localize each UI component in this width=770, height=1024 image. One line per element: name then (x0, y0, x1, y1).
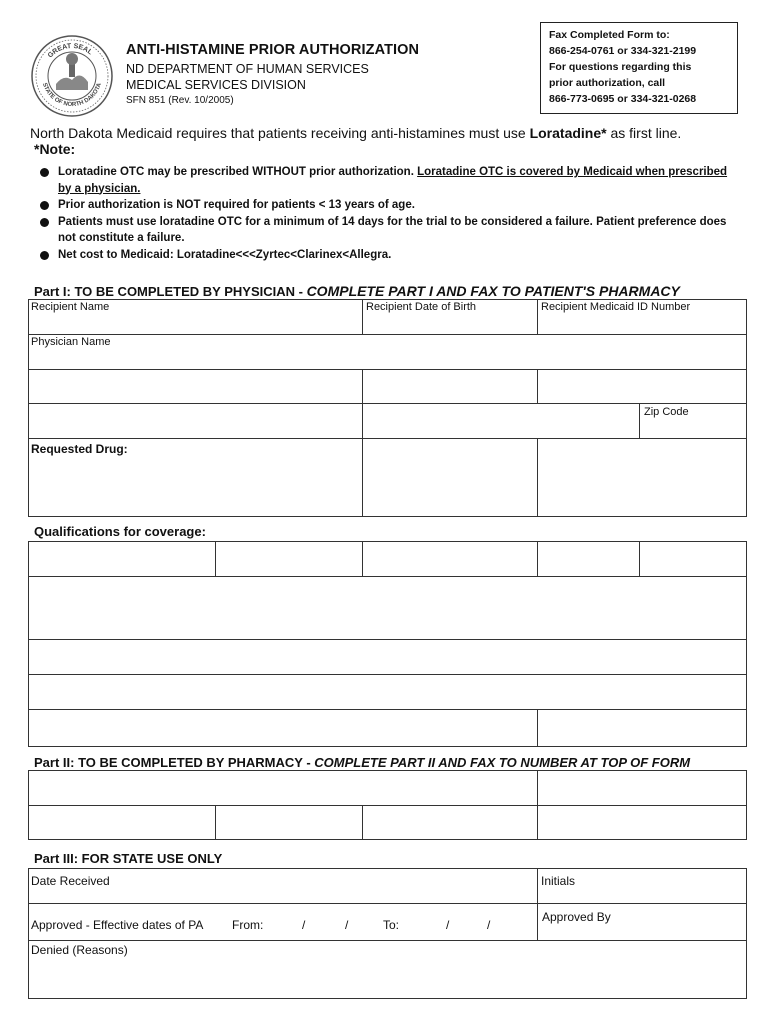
divider (28, 903, 747, 904)
bullet-4-text: Net cost to Medicaid: Loratadine<<<Zyrtec<Clarinex<Allegra. (58, 248, 392, 261)
part1-heading-italic: COMPLETE PART I AND FAX TO PATIENT'S PHARMACY (306, 283, 680, 299)
divider (28, 369, 747, 370)
divider (28, 438, 747, 439)
bullet-item (40, 214, 740, 247)
divider (28, 709, 747, 710)
recipient-medicaid-id-field[interactable]: Recipient Medicaid ID Number (541, 301, 691, 313)
fax-line-1: Fax Completed Form to: (549, 29, 670, 41)
divider (537, 299, 538, 334)
date-received-field[interactable]: Date Received (31, 874, 110, 888)
from-date-slash: / (302, 918, 306, 932)
form-title: ANTI-HISTAMINE PRIOR AUTHORIZATION (126, 42, 420, 58)
divider (28, 576, 747, 577)
intro-text-before: North Dakota Medicaid requires that patients receiving anti-histamines must use (30, 125, 530, 141)
fax-line-2: 866-254-0761 or 334-321-2199 (549, 45, 697, 57)
qualifications-heading: Qualifications for coverage: (34, 524, 206, 539)
divider (362, 299, 363, 334)
department-name: ND DEPARTMENT OF HUMAN SERVICES (126, 62, 369, 76)
part3-heading: Part III: FOR STATE USE ONLY (34, 851, 223, 866)
intro-drug: Loratadine* (529, 125, 607, 141)
part2-heading-text: Part II: TO BE COMPLETED BY PHARMACY - (34, 755, 315, 770)
bullet-dot-icon (40, 168, 49, 177)
seal-top-text: GREAT SEAL (46, 42, 94, 60)
divider (215, 541, 216, 576)
part1-heading-text: Part I: TO BE COMPLETED BY PHYSICIAN - (34, 284, 307, 299)
to-label: To: (383, 918, 400, 932)
note-bullets (40, 164, 740, 263)
divider (537, 541, 538, 576)
part1-heading (34, 283, 680, 299)
fax-line-5: 866-773-0695 or 334-321-0268 (549, 93, 697, 105)
bullet-item (40, 197, 740, 214)
divider (362, 805, 363, 840)
divider (537, 369, 538, 403)
part3-table (28, 868, 747, 999)
recipient-dob-field[interactable]: Recipient Date of Birth (366, 301, 477, 313)
recipient-name-field[interactable]: Recipient Name (31, 301, 110, 313)
approved-by-field[interactable]: Approved By (542, 910, 611, 924)
divider (28, 805, 747, 806)
divider (537, 868, 538, 940)
note-label: *Note: (34, 141, 76, 157)
state-seal-logo (30, 34, 114, 118)
divider (362, 541, 363, 576)
bullet-item (40, 247, 740, 264)
divider (28, 674, 747, 675)
bullet-dot-icon (40, 218, 49, 227)
bullet-3-text: Patients must use loratadine OTC for a minimum of 14 days for the trial to be considered a failure. Patient preference does not constitute a failure. (58, 215, 727, 244)
bullet-2-text: Prior authorization is NOT required for patients < 13 years of age. (58, 199, 415, 211)
divider (28, 940, 747, 941)
form-number: SFN 851 (Rev. 10/2005) (126, 95, 234, 106)
divider (215, 805, 216, 840)
fax-info-box (540, 22, 738, 114)
intro-text-after: as first line. (606, 125, 682, 141)
divider (537, 770, 538, 840)
approved-dates-row (31, 918, 203, 932)
requested-drug-field[interactable]: Requested Drug: (31, 442, 128, 456)
from-date-slash: / (345, 918, 349, 932)
bullet-1-text: Loratadine OTC may be prescribed WITHOUT prior authorization. (58, 166, 418, 178)
division-name: MEDICAL SERVICES DIVISION (126, 78, 306, 92)
part2-heading-italic: COMPLETE PART II AND FAX TO NUMBER AT TOP OF FORM (314, 755, 691, 770)
divider (537, 709, 538, 747)
fax-line-4: prior authorization, call (549, 77, 666, 89)
divider (639, 541, 640, 576)
denied-reasons-field[interactable]: Denied (Reasons) (31, 943, 128, 957)
bullet-dot-icon (40, 201, 49, 210)
initials-field[interactable]: Initials (541, 874, 576, 888)
divider (537, 438, 538, 517)
fax-line-3: For questions regarding this (549, 61, 692, 73)
zip-code-field[interactable]: Zip Code (644, 406, 689, 418)
divider (28, 334, 747, 335)
bullet-dot-icon (40, 251, 49, 260)
bullet-item (40, 164, 740, 197)
bullet-1-underlined: Loratadine OTC is covered by Medicaid when prescribed by a physician. (58, 166, 728, 195)
from-label: From: (232, 918, 264, 932)
seal-bottom-text: STATE OF NORTH DAKOTA (40, 82, 103, 109)
divider (362, 369, 363, 517)
to-date-slash: / (487, 918, 491, 932)
part2-heading (34, 755, 690, 770)
to-date-slash: / (446, 918, 450, 932)
divider (639, 403, 640, 438)
intro-text (30, 125, 681, 141)
physician-name-field[interactable]: Physician Name (31, 336, 111, 348)
approved-label: Approved - Effective dates of PA (31, 918, 204, 932)
divider (28, 639, 747, 640)
